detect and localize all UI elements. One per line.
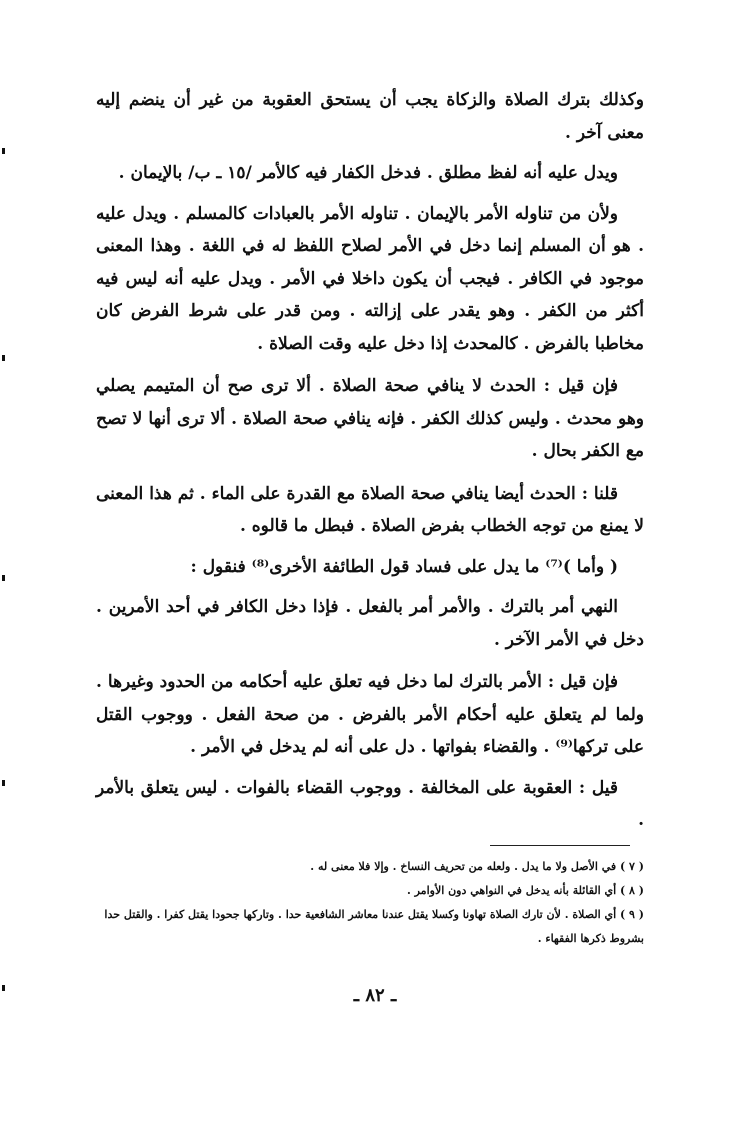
footnote-7: ( ٧ ) في الأصل ولا ما يدل . ولعله من تحريف النساخ . وإلا فلا معنى له .	[310, 860, 644, 873]
margin-mark	[2, 148, 5, 154]
paragraph-4-text: الحدث لا ينافي صحة الصلاة . ألا ترى صح أن المتيمم يصلي وهو محدث . وليس كذلك الكفر . فإنه ينافي صحة الصلاة . ألا ترى أنها لا تصح مع الكفر بحال .	[96, 376, 644, 461]
paragraph-9	[96, 772, 644, 837]
footnote-8: ( ٨ ) أي القائلة بأنه يدخل في النواهي دون الأوامر .	[406, 884, 644, 897]
paragraph-5-text: الحدث أيضا ينافي صحة الصلاة مع القدرة على الماء . ثم هذا المعنى لا يمنع من توجه الخطاب بفرض الصلاة . فبطل ما قالوه .	[96, 483, 644, 536]
paragraph-7: النهي أمر بالترك . والأمر أمر بالفعل . فإذا دخل الكافر في أحد الأمرين . دخل في الأمر الآخر .	[96, 597, 644, 650]
margin-mark	[2, 780, 5, 786]
footnote-9: ( ٩ ) أي الصلاة . لأن تارك الصلاة تهاونا وكسلا يقتل عندنا معاشر الشافعية حدا . وتاركها جحودا يقتل كفرا . والقتل حدا بشروط ذكرها الفقهاء .	[104, 908, 644, 945]
paragraph-9-lead: قيل :	[578, 777, 618, 798]
paragraph-4-lead: فإن قيل :	[543, 376, 618, 396]
paragraph-1: وكذلك بترك الصلاة والزكاة يجب أن يستحق العقوبة من غير أن ينضم إليه معنى آخر .	[96, 90, 644, 143]
paragraph-8	[96, 666, 644, 764]
paragraph-5	[96, 478, 644, 543]
paragraph-6: ( وأما )⁽⁷⁾ ما يدل على فساد قول الطائفة الأخرى⁽⁸⁾ فنقول :	[190, 556, 618, 577]
paragraph-4	[96, 370, 644, 468]
paragraph-2: ويدل عليه أنه لفظ مطلق . فدخل الكفار فيه كالأمر /١٥ ـ ب/ بالإيمان .	[118, 163, 618, 183]
paragraph-9-text: العقوبة على المخالفة . ووجوب القضاء بالفوات . ليس يتعلق بالأمر .	[96, 777, 644, 830]
margin-mark	[2, 985, 5, 991]
footnotes	[96, 855, 644, 951]
margin-mark	[2, 575, 5, 581]
footnote-divider	[490, 845, 630, 846]
main-text	[96, 84, 644, 837]
paragraph-3: ولأن من تناوله الأمر بالإيمان . تناوله الأمر بالعبادات كالمسلم . ويدل عليه . هو أن المسلم إنما دخل في الأمر لصلاح اللفظ له في اللغة . وهذا المعنى موجود في الكافر . فيجب أن يكون داخلا في الأمر . ويدل عليه أنه ليس فيه أكثر من الكفر . وهو يقدر على إزالته . ومن قدر على شرط الفرض كان مخاطبا بالفرض . كالمحدث إذا دخل عليه وقت الصلاة .	[96, 203, 644, 354]
paragraph-5-lead: قلنا :	[581, 483, 618, 504]
paragraph-8-text: الأمر بالترك لما دخل فيه تعلق عليه أحكامه من الحدود وغيرها . ولما لم يتعلق عليه أحكام الأمر بالفرض . من صحة الفعل . ووجوب القتل على تركها⁽⁹⁾ . والقضاء بفواتها . دل على أنه لم يدخل في الأمر .	[96, 672, 644, 757]
page-number: ـ ٨٢ ـ	[353, 985, 397, 1006]
margin-mark	[2, 355, 5, 361]
paragraph-8-lead: فإن قيل :	[547, 672, 618, 692]
